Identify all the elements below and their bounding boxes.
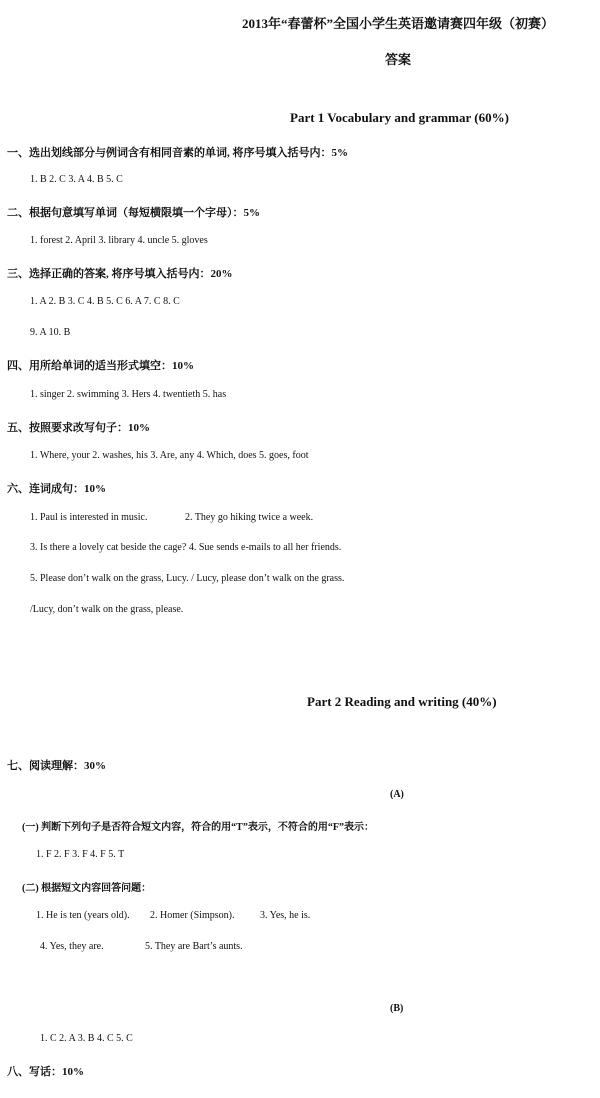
passage-b-label: (B) [390, 1003, 404, 1014]
passage-b-answers: 1. C 2. A 3. B 4. C 5. C [40, 1033, 133, 1044]
section6-heading: 六、连词成句：10% [7, 483, 106, 495]
page-title: 2013年“春蕾杯”全国小学生英语邀请赛四年级（初赛） [242, 16, 555, 31]
section5-answers: 1. Where, your 2. washes, his 3. Are, any 4. Which, does 5. goes, foot [30, 450, 309, 461]
passage-a-label: (A) [390, 789, 404, 800]
section2-heading: 二、根据句意填写单词（每短横限填一个字母）：5% [7, 207, 260, 219]
subsection2-answer-2: 2. Homer (Simpson). [150, 910, 235, 921]
section6-answer-line2: 3. Is there a lovely cat beside the cage? 4. Sue sends e-mails to all her friends. [30, 542, 342, 553]
section1-heading: 一、选出划线部分与例词含有相同音素的单词, 将序号填入括号内：5% [7, 147, 348, 159]
subsection1-answers: 1. F 2. F 3. F 4. F 5. T [36, 849, 125, 860]
subsection2-answer-4: 4. Yes, they are. [40, 941, 104, 952]
section4-heading: 四、用所给单词的适当形式填空：10% [7, 360, 194, 372]
subsection2-heading: (二) 根据短文内容回答问题： [22, 883, 152, 894]
page-subtitle: 答案 [385, 52, 412, 67]
section5-heading: 五、按照要求改写句子：10% [7, 422, 150, 434]
section6-answer-line3: 5. Please don’t walk on the grass, Lucy. / Lucy, please don’t walk on the grass. [30, 573, 345, 584]
subsection2-answer-3: 3. Yes, he is. [260, 910, 311, 921]
subsection1-heading: (一) 判断下列句子是否符合短文内容，符合的用“T”表示，不符合的用“F”表示： [22, 822, 374, 833]
section3-heading: 三、选择正确的答案, 将序号填入括号内：20% [7, 268, 233, 280]
section7-heading: 七、阅读理解：30% [7, 760, 106, 772]
section6-answer-line4: /Lucy, don’t walk on the grass, please. [30, 604, 184, 615]
section6-answer-1: 1. Paul is interested in music. [30, 512, 148, 523]
section4-answers: 1. singer 2. swimming 3. Hers 4. twentieth 5. has [30, 389, 227, 400]
section3-answers-line2: 9. A 10. B [30, 327, 71, 338]
section6-answer-2: 2. They go hiking twice a week. [185, 512, 314, 523]
part1-title: Part 1 Vocabulary and grammar (60%) [290, 110, 509, 125]
section3-answers-line1: 1. A 2. B 3. C 4. B 5. C 6. A 7. C 8. C [30, 296, 180, 307]
section1-answers: 1. B 2. C 3. A 4. B 5. C [30, 174, 123, 185]
subsection2-answer-5: 5. They are Bart’s aunts. [145, 941, 243, 952]
section8-heading: 八、写话：10% [7, 1066, 84, 1078]
subsection2-answer-1: 1. He is ten (years old). [36, 910, 130, 921]
section2-answers: 1. forest 2. April 3. library 4. uncle 5. gloves [30, 235, 208, 246]
part2-title: Part 2 Reading and writing (40%) [307, 694, 497, 709]
